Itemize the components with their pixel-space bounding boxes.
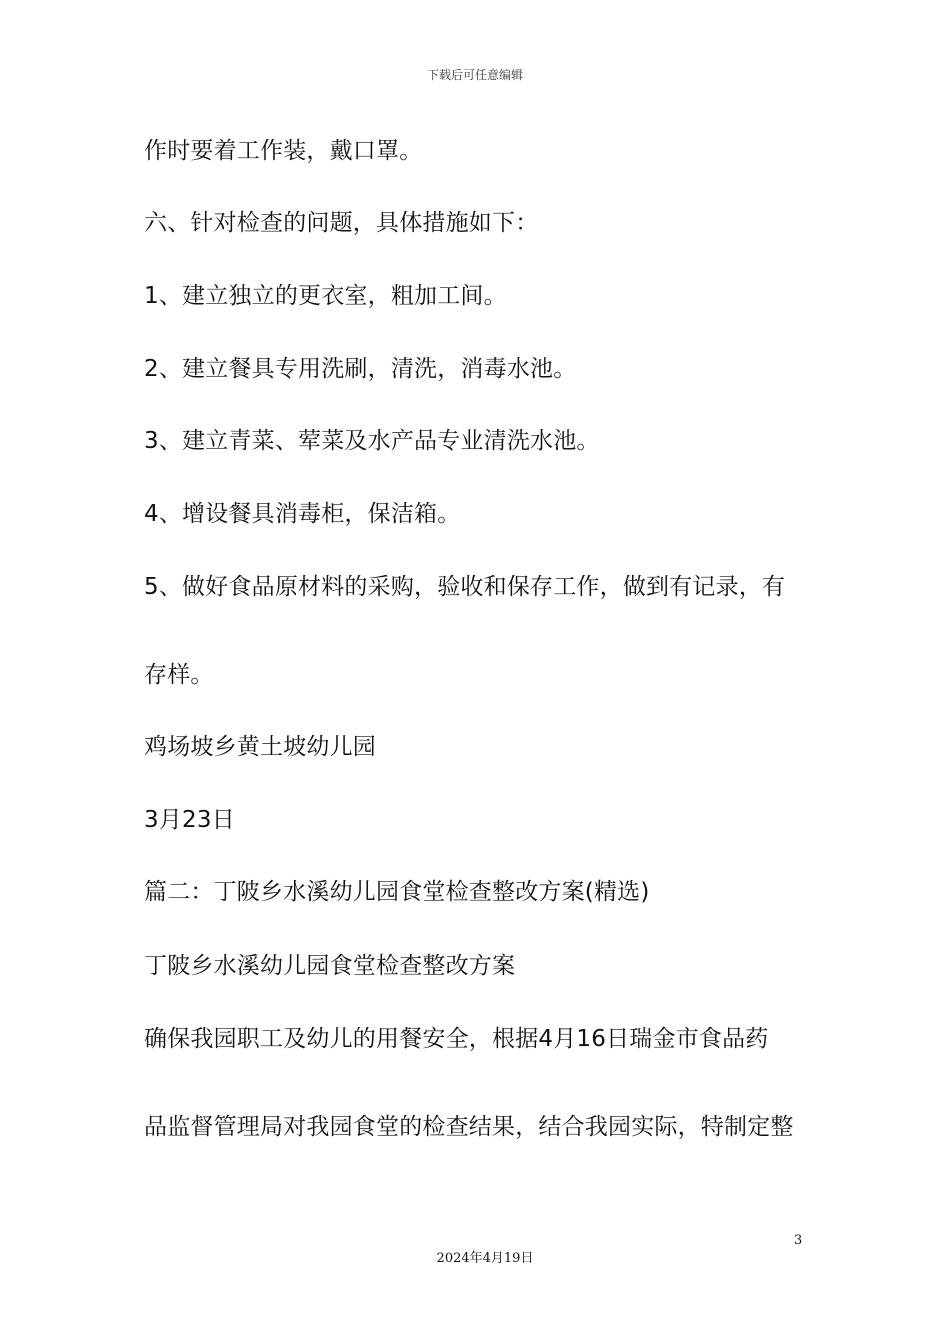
text-line: 1、建立独立的更衣室，粗加工间。	[144, 283, 507, 309]
text-line: 鸡场坡乡黄土坡幼儿园	[144, 734, 376, 760]
text-line: 六、针对检查的问题，具体措施如下：	[144, 210, 539, 236]
section-title: 篇二：丁陂乡水溪幼儿园食堂检查整改方案(精选)	[144, 879, 650, 905]
text-line: 5、做好食品原材料的采购，验收和保存工作，做到有记录，有	[144, 574, 786, 600]
text-line: 品监督管理局对我园食堂的检查结果，结合我园实际，特制定整	[144, 1114, 794, 1140]
text-line: 4、增设餐具消毒柜，保洁箱。	[144, 501, 461, 527]
page-header: 下载后可任意编辑	[426, 68, 523, 82]
text-line: 存样。	[144, 662, 214, 688]
text-line: 作时要着工作装，戴口罩。	[144, 138, 423, 164]
text-line: 确保我园职工及幼儿的用餐安全，根据4月16日瑞金市食品药	[144, 1026, 769, 1052]
text-line: 3月23日	[144, 807, 235, 833]
text-line: 2、建立餐具专用洗刷，清洗，消毒水池。	[144, 356, 577, 382]
page-number: 3	[794, 1233, 803, 1248]
text-line: 3、建立青菜、荤菜及水产品专业清洗水池。	[144, 428, 600, 454]
page-footer-date: 2024年4月19日	[436, 1251, 534, 1266]
text-line: 丁陂乡水溪幼儿园食堂检查整改方案	[144, 953, 516, 979]
